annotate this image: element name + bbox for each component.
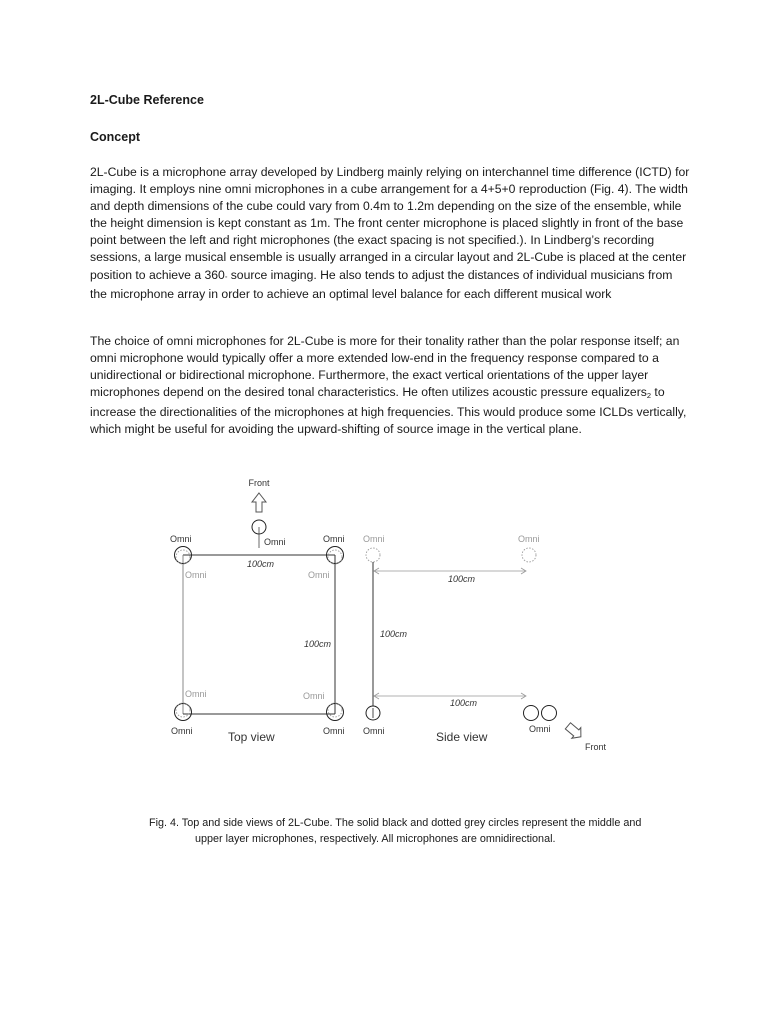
- side-mic-label-upper-back: Omni: [518, 534, 540, 544]
- side-mic-upper-back: [522, 548, 536, 562]
- section-heading: Concept: [90, 130, 140, 144]
- side-mic-upper-front: [366, 548, 380, 562]
- paragraph-2-text-b: to increase the directionalities of the microphones at high frequencies. This would produce some ICLDs vertically, which might be useful for avoiding the upward-shifting of source image in the vertical plane.: [90, 385, 687, 437]
- side-view-top-dimension: 100cm: [448, 574, 476, 584]
- figure-caption-line-1: Fig. 4. Top and side views of 2L-Cube. The solid black and dotted grey circles represent the middle and: [149, 817, 642, 829]
- side-front-arrow-icon: [563, 720, 585, 742]
- side-view-caption: Side view: [436, 730, 488, 744]
- side-mic-middle-a: [524, 706, 539, 721]
- side-view-diagram: [363, 534, 607, 752]
- front-center-mic-label: Omni: [264, 537, 286, 547]
- side-view-bottom-dimension: 100cm: [450, 698, 478, 708]
- paragraph-1-text-a: 2L-Cube is a microphone array developed by Lindberg mainly relying on interchannel time difference (ICTD) for imaging. It employs nine omni microphones in a cube arrangement for a 4+5+0 reproduction (Fig. 4). The width and depth dimensions of the cube could vary from 0.4m to 1.2m depending on the size of the ensemble, while the height dimension is kept constant as 1m. The front center microphone is placed slightly in front of the base point between the left and right microphones (the exact spacing is not specified.). In Lindberg’s recording sessions, a large musical ensemble is usually arranged in a circular layout and 2L-Cube is placed at the center position to achieve a 360: [90, 165, 690, 282]
- side-mic-label-back: Omni: [363, 726, 385, 736]
- side-mic-middle-b: [542, 706, 557, 721]
- mic-label-back-right: Omni: [323, 726, 345, 736]
- top-view-depth-dimension: 100cm: [304, 639, 332, 649]
- document-title: 2L-Cube Reference: [90, 93, 204, 107]
- degree-mark: ◦: [224, 273, 228, 281]
- top-view-diagram: [170, 478, 345, 744]
- mic-label-upper-front-right: Omni: [308, 570, 330, 580]
- top-view-front-label: Front: [248, 478, 270, 488]
- figure-caption: [149, 816, 689, 847]
- front-arrow-icon: [252, 493, 266, 512]
- paragraph-2-text-a: The choice of omni microphones for 2L-Cube is more for their tonality rather than the polar response itself; an omni microphone would typically offer a more extended low-end in the frequency response compared to a unidirectional or bidirectional microphone. Furthermore, the exact vertical orientations of the upper layer microphones depend on the desired tonal characteristics. He often utilizes acoustic pressure equalizers: [90, 334, 680, 400]
- side-mic-label-upper-front: Omni: [363, 534, 385, 544]
- side-mic-label-front: Omni: [529, 724, 551, 734]
- mic-label-upper-front-left: Omni: [185, 570, 207, 580]
- mic-label-upper-back-right: Omni: [303, 691, 325, 701]
- side-view-front-label: Front: [585, 742, 607, 752]
- mic-label-front-left: Omni: [170, 534, 192, 544]
- top-view-width-dimension: 100cm: [247, 559, 275, 569]
- mic-label-front-right: Omni: [323, 534, 345, 544]
- footnote-marker: 2: [646, 391, 652, 401]
- paragraph-1-text-b: source imaging. He also tends to adjust the distances of individual musicians from the microphone array in order to achieve an optimal level balance for each different musical work: [90, 267, 673, 301]
- side-view-height-dimension: 100cm: [380, 629, 408, 639]
- mic-label-upper-back-left: Omni: [185, 689, 207, 699]
- mic-label-back-left: Omni: [171, 726, 193, 736]
- top-view-caption: Top view: [228, 730, 275, 744]
- figure-caption-line-2: upper layer microphones, respectively. All microphones are omnidirectional.: [195, 832, 556, 845]
